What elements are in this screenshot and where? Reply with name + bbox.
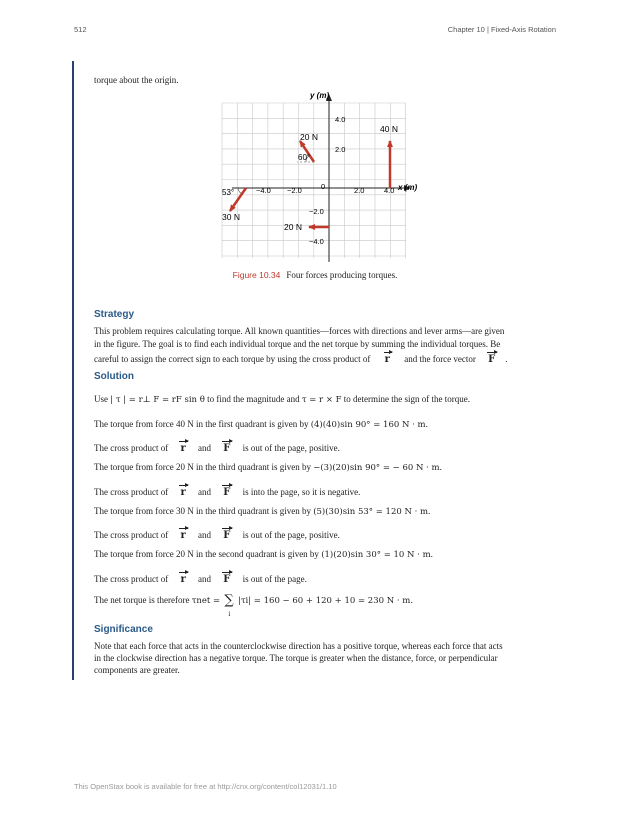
torque-3-line: The torque from force 30 N in the third quadrant is given by (5)(30)sin 53° = 120 N · m. — [94, 506, 431, 517]
solution-use-line: Use | τ | = r⊥ F = rF sin θ to find the magnitude and τ = r × F to determine the sign of the torque. — [94, 394, 471, 405]
figure-number: Figure 10.34 — [232, 270, 281, 280]
y-tick-label: 2.0 — [335, 145, 346, 154]
significance-line-3: components are greater. — [94, 665, 180, 675]
intro-text: torque about the origin. — [94, 75, 179, 85]
torque-1-line: The torque from force 40 N in the first quadrant is given by (4)(40)sin 90° = 160 N · m. — [94, 419, 428, 430]
grid — [222, 103, 406, 258]
page-number: 512 — [74, 25, 87, 34]
strategy-line-3: careful to assign the correct sign to each torque by using the cross product of r and the force vector F . — [94, 354, 508, 365]
y-tick-label: −4.0 — [309, 237, 324, 246]
cross-product-4-line: The cross product of r and F is out of the page. — [94, 574, 307, 585]
y-tick-label: −2.0 — [309, 207, 324, 216]
torque-magnitude-equation: | τ | = r⊥ F = rF sin θ — [110, 395, 205, 405]
force-diagram — [0, 0, 630, 270]
y-axis-label: y (m) — [310, 91, 330, 100]
strategy-heading: Strategy — [94, 309, 135, 320]
x-tick-label: −4.0 — [256, 186, 271, 195]
net-torque-line: The net torque is therefore τnet = ∑ i |τi| = 160 − 60 + 120 + 10 = 230 N · m. — [94, 592, 414, 618]
x-tick-label: −2.0 — [287, 186, 302, 195]
chapter-title: Chapter 10 | Fixed-Axis Rotation — [447, 25, 556, 34]
x-tick-label: 2.0 — [354, 186, 365, 195]
force-label-20n-lower: 20 N — [284, 222, 302, 232]
torque-cross-product-equation: τ = r × F — [301, 395, 342, 405]
f-vector: F — [488, 354, 496, 365]
figure-caption — [0, 270, 630, 280]
summation-symbol: ∑ i — [224, 592, 234, 618]
force-label-40n: 40 N — [380, 124, 398, 134]
force-label-20n-upper: 20 N — [300, 132, 318, 142]
torque-2-line: The torque from force 20 N in the third quadrant is given by −(3)(20)sin 90° = − 60 N · m. — [94, 462, 442, 473]
r-vector: r — [384, 354, 390, 365]
solution-heading: Solution — [94, 371, 134, 382]
x-tick-label: 0 — [321, 182, 326, 191]
force-label-30n: 30 N — [222, 212, 240, 222]
significance-line-2: in the clockwise direction has a negative torque. The torque is greater when the distance, force, or perpendicular — [94, 653, 498, 663]
cross-product-1-line: The cross product of r and F is out of the page, positive. — [94, 443, 340, 454]
torque-4-line: The torque from force 20 N in the second quadrant is given by (1)(20)sin 30° = 10 N · m. — [94, 549, 433, 560]
y-tick-label: 4.0 — [335, 115, 346, 124]
footer-notice: This OpenStax book is available for free at http://cnx.org/content/col12031/1.10 — [74, 782, 337, 791]
cross-product-2-line: The cross product of r and F is into the page, so it is negative. — [94, 487, 361, 498]
x-axis-label: x (m) — [398, 183, 418, 192]
figure-caption-text: Four forces producing torques. — [286, 270, 398, 280]
strategy-line-2: in the figure. The goal is to find each individual torque and the net torque by summing the individual torques. Be — [94, 339, 501, 349]
significance-line-1: Note that each force that acts in the counterclockwise direction has a positive torque, whereas each force that acts — [94, 641, 503, 651]
strategy-line-1: This problem requires calculating torque. All known quantities—forces with directions and lever arms—are given — [94, 326, 505, 336]
x-tick-label: 4.0 — [384, 186, 395, 195]
significance-heading: Significance — [94, 624, 153, 635]
angle-label-60: 60° — [298, 153, 311, 162]
cross-product-3-line: The cross product of r and F is out of the page, positive. — [94, 530, 340, 541]
angle-label-53: 53° — [222, 188, 235, 197]
